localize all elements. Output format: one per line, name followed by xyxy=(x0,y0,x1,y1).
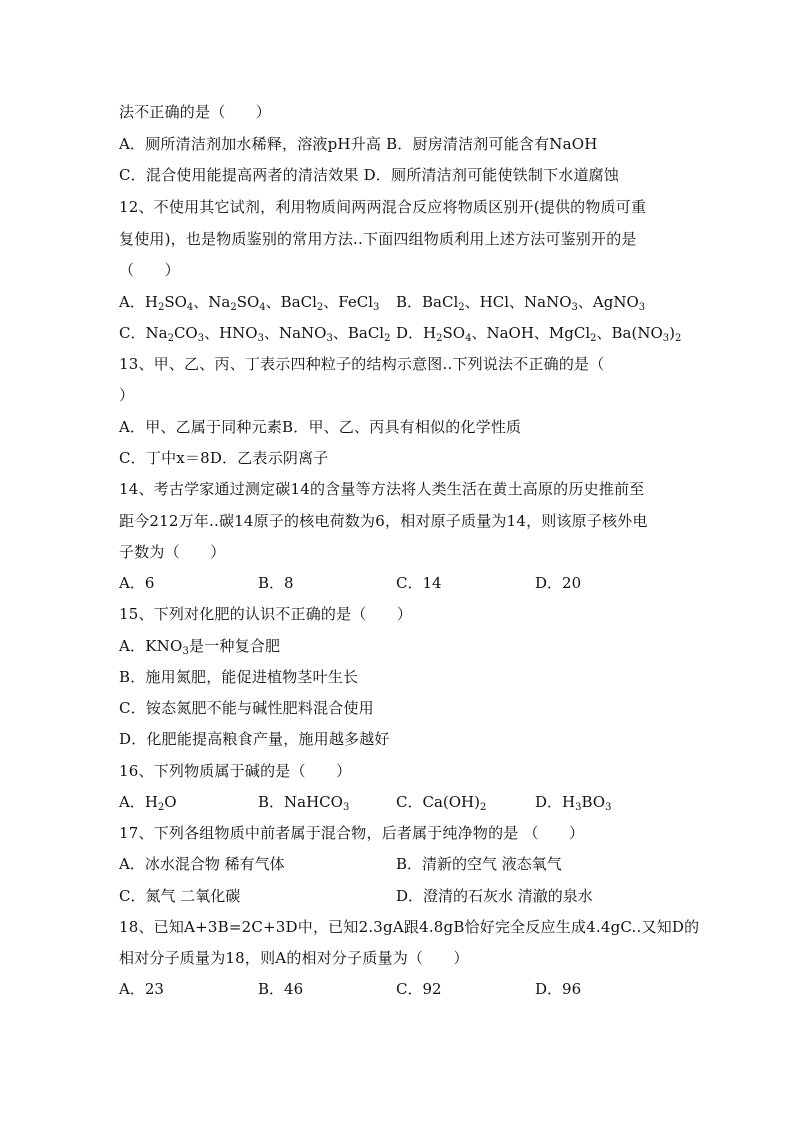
q14-option-c: C．14 xyxy=(396,574,442,592)
q12-stem-line2: 复使用)，也是物质鉴别的常用方法..下面四组物质利用上述方法可鉴别开的是 xyxy=(119,230,637,248)
q14-option-d: D．20 xyxy=(535,574,582,592)
q16-option-a: A．$H_2O$ xyxy=(119,793,177,813)
q12-option-c: C．$Na_2CO_3$、$HNO_3$、NaNO$_3$、BaCl$_2$ xyxy=(119,324,391,344)
q15-option-a: A．$KNO_3$是一种复合肥 xyxy=(119,637,281,657)
q13-options-ab: A．甲、乙属于同种元素B．甲、乙、丙具有相似的化学性质 xyxy=(119,418,522,436)
q13-stem-line2: ） xyxy=(119,386,135,404)
q16-stem: 16、下列物质属于碱的是（ ） xyxy=(119,762,352,780)
q18-option-b: B．46 xyxy=(258,980,304,998)
q17-option-d: D．澄清的石灰水 清澈的泉水 xyxy=(396,887,593,905)
q14-option-a: A．6 xyxy=(119,574,155,592)
q14-option-b: B．8 xyxy=(258,574,294,592)
q18-option-d: D．96 xyxy=(535,980,582,998)
q13-options-cd: C．丁中x＝8D．乙表示阴离子 xyxy=(119,449,329,467)
q18-option-a: A．23 xyxy=(119,980,164,998)
q14-stem-line2: 距今212万年..碳14原子的核电荷数为6，相对原子质量为14，则该原子核外电 xyxy=(119,512,648,530)
q18-option-c: C．92 xyxy=(396,980,442,998)
q16-option-d: D．$H_3BO_3$ xyxy=(535,793,612,813)
q17-option-c: C．氮气 二氧化碳 xyxy=(119,887,241,905)
q12-option-d: D．$H_2SO_4$、NaOH、MgCl$_2$、$Ba(NO_3)_2$ xyxy=(396,324,682,344)
q11-options-cd: C．混合使用能提高两者的清洁效果 D．厕所清洁剂可能使铁制下水道腐蚀 xyxy=(119,166,620,184)
q11-stem-tail: 法不正确的是（ ） xyxy=(119,103,272,121)
q16-option-b: B．NaHCO$_3$ xyxy=(258,793,350,813)
q17-option-a: A．冰水混合物 稀有气体 xyxy=(119,855,285,873)
q16-option-c: C．$Ca(OH)_2$ xyxy=(396,793,487,813)
q14-stem-line1: 14、考古学家通过测定碳14的含量等方法将人类生活在黄土高原的历史推前至 xyxy=(119,480,645,498)
q17-option-b: B．清新的空气 液态氧气 xyxy=(396,855,562,873)
q11-options-ab: A．厕所清洁剂加水稀释，溶液pH升高 B．厨房清洁剂可能含有NaOH xyxy=(119,135,598,153)
q12-option-b: B．BaCl$_2$、HCl、NaNO$_3$、AgNO$_3$ xyxy=(396,293,646,313)
q15-option-c: C．铵态氮肥不能与碱性肥料混合使用 xyxy=(119,699,374,717)
q12-option-a: A．$H_2SO_4$、$Na_2SO_4$、BaCl$_2$、FeCl$_3$ xyxy=(119,293,380,313)
q15-option-b: B．施用氮肥，能促进植物茎叶生长 xyxy=(119,668,359,686)
q17-stem: 17、下列各组物质中前者属于混合物，后者属于纯净物的是 （ ） xyxy=(119,824,585,842)
q15-stem: 15、下列对化肥的认识不正确的是（ ） xyxy=(119,605,413,623)
q18-stem-line2: 相对分子质量为18，则A的相对分子质量为（ ） xyxy=(119,949,469,967)
q15-option-d: D．化肥能提高粮食产量，施用越多越好 xyxy=(119,730,390,748)
q12-stem-line3: （ ） xyxy=(119,261,180,279)
q14-stem-line3: 子数为（ ） xyxy=(119,543,226,561)
q13-stem-line1: 13、甲、乙、丙、丁表示四种粒子的结构示意图..下列说法不正确的是（ xyxy=(119,355,605,373)
q12-stem-line1: 12、不使用其它试剂，利用物质间两两混合反应将物质区别开(提供的物质可重 xyxy=(119,198,647,216)
q18-stem-line1: 18、已知A+3B=2C+3D中，已知2.3gA跟4.8gB恰好完全反应生成4.4gC..又知D的 xyxy=(119,918,700,936)
